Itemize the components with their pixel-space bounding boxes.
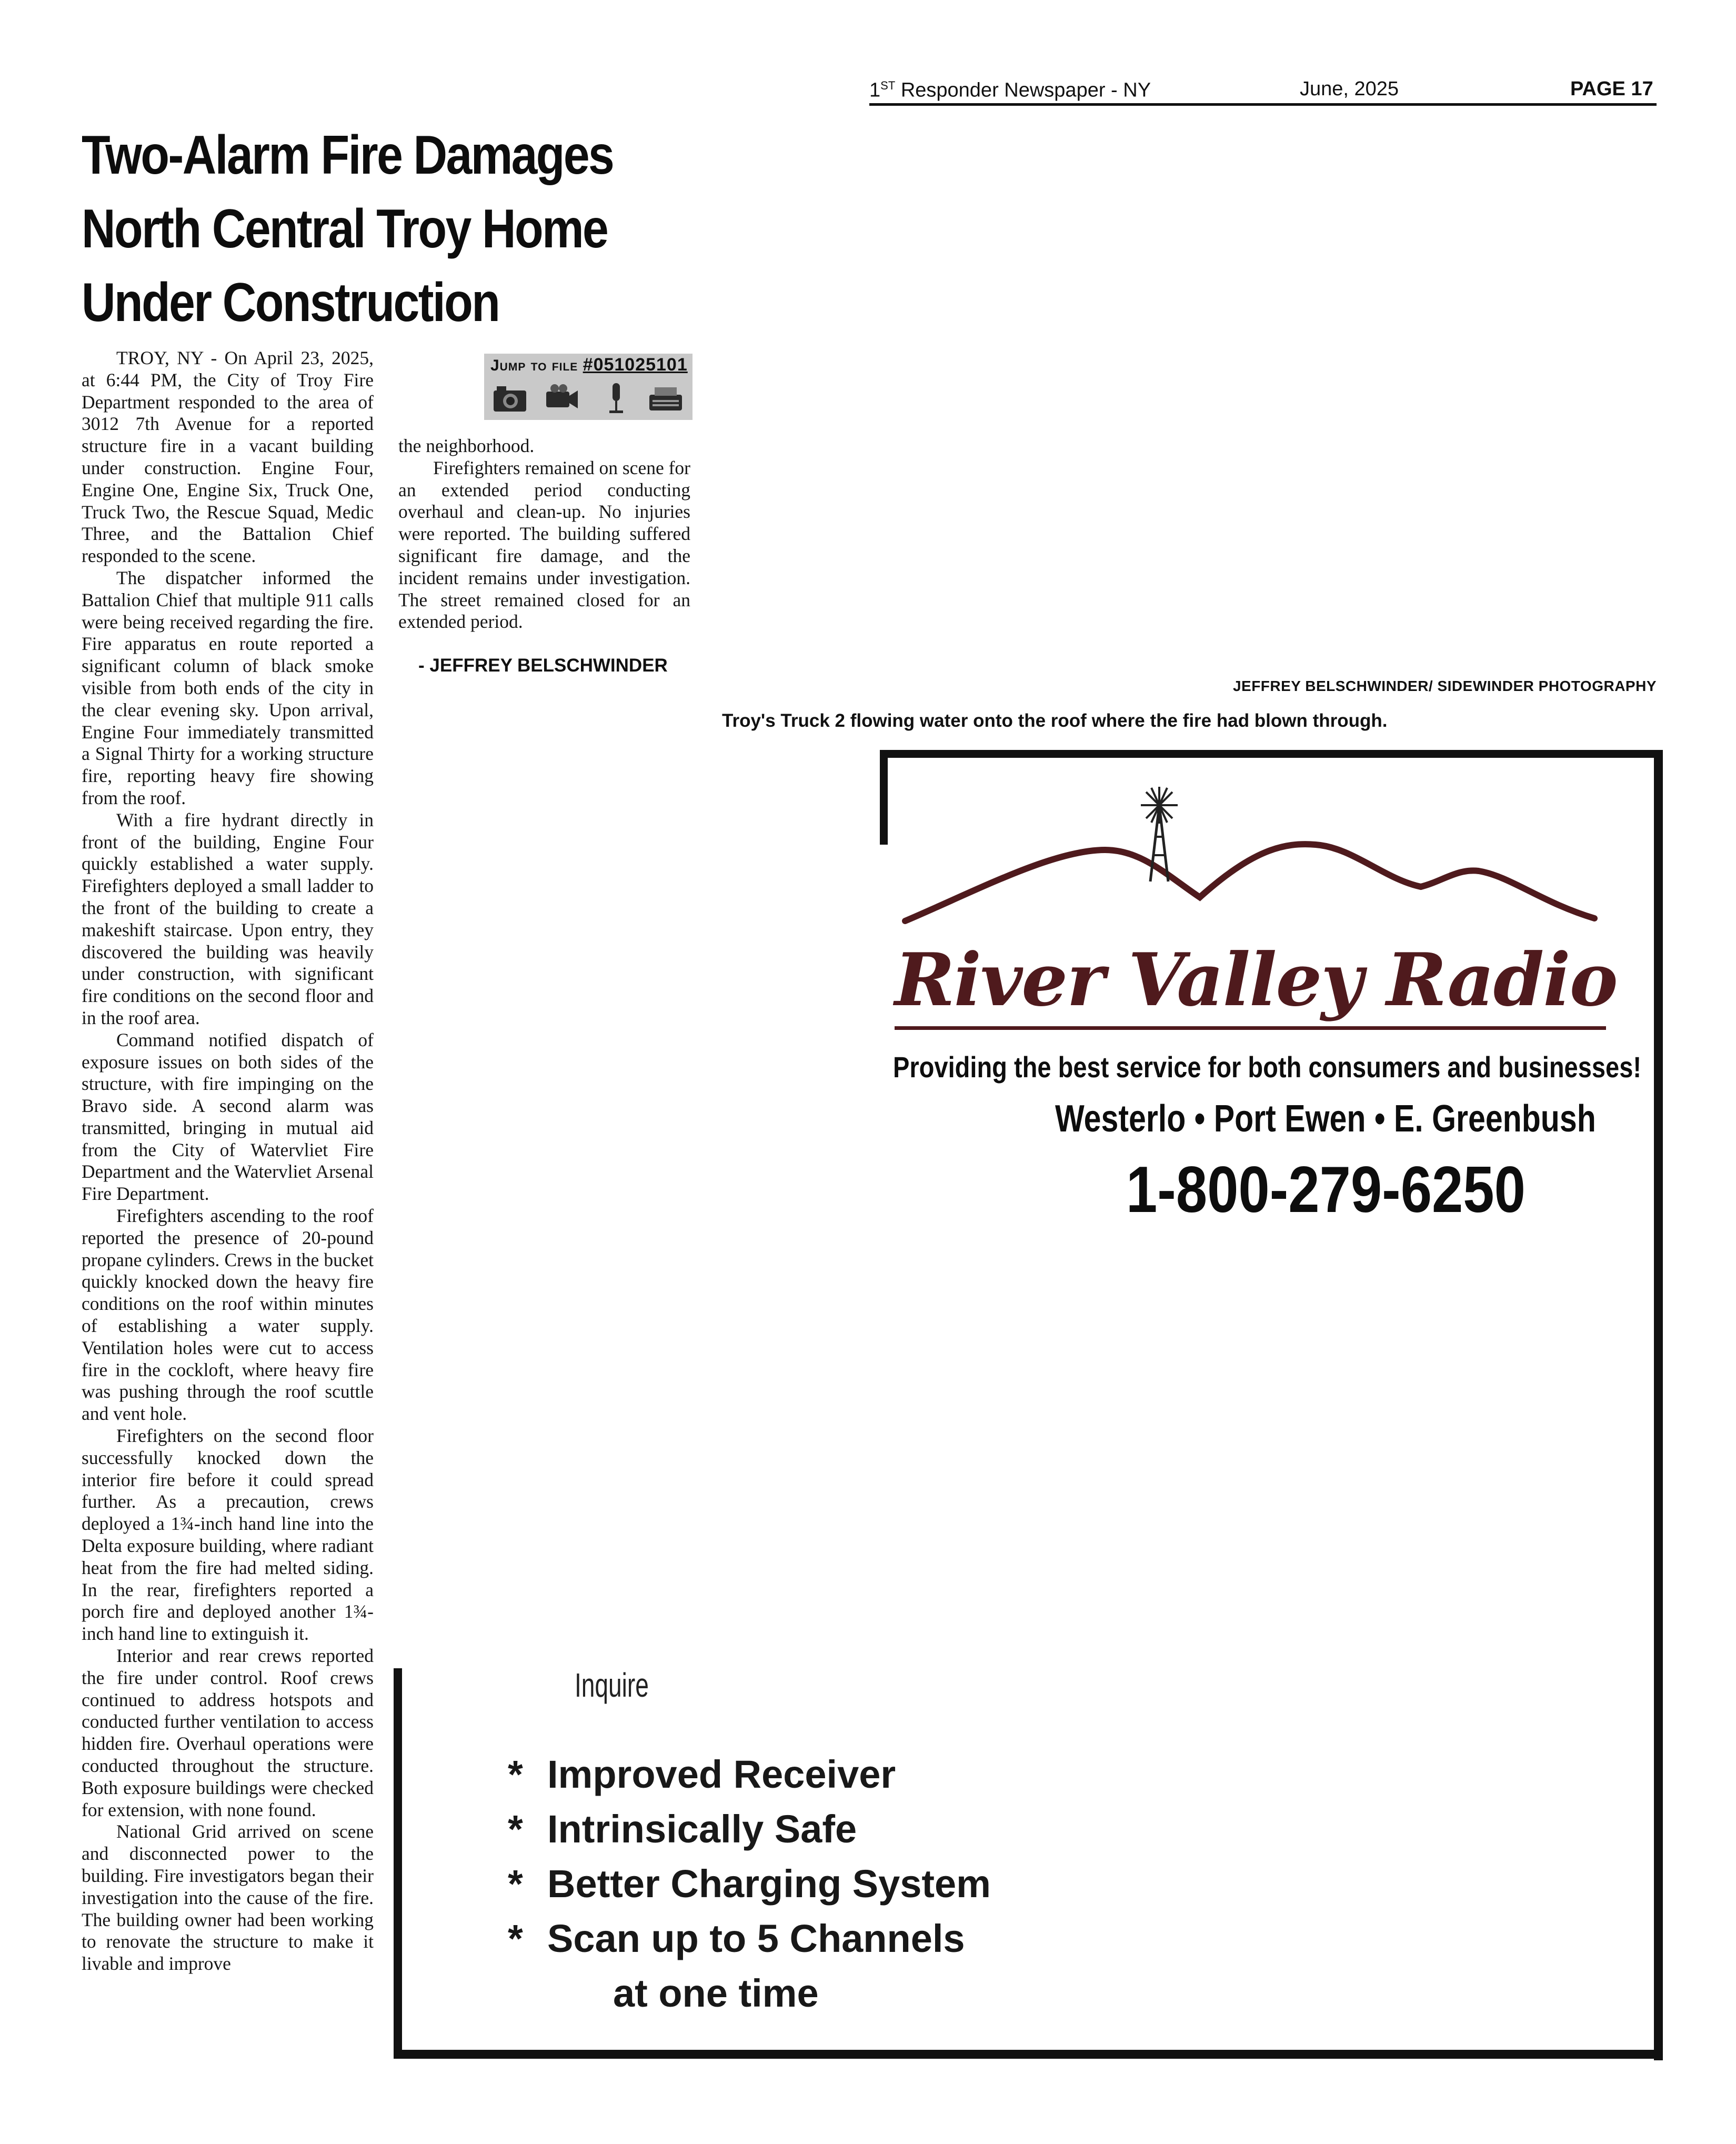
article-paragraph: Command notified dispatch of exposure issues on both sides of the structure, with fire impinging on the Bravo side. A second alarm was transmitted, bringing in mutual aid from the City of Watervliet Fire Department and the Watervliet Arsenal Fire Department. xyxy=(82,1029,374,1205)
headline-line: Two-Alarm Fire Damages xyxy=(82,125,614,186)
article-paragraph: The dispatcher informed the Battalion Chief that multiple 911 calls were being received regarding the fire. Fire apparatus en route reported a significant column of black smoke visible from both ends of the city in the clear evening sky. Upon arrival, Engine Four immediately transmitted a Signal Thirty for a working structure fire, reporting heavy fire showing from the roof. xyxy=(82,567,374,808)
headline-line: Under Construction xyxy=(82,272,499,333)
ad-border xyxy=(880,750,888,845)
video-camera-icon xyxy=(543,381,580,416)
ad-border xyxy=(394,1668,402,2059)
article-paragraph: With a fire hydrant directly in front of the building, Engine Four quickly established a water supply. Firefighters deployed a small ladder to the front of the building to create a makeshift staircase. Upon entry, they discovered the building was heavily under construction, with significant fire conditions on the second floor and in the roof area. xyxy=(82,809,374,1028)
article-paragraph: Firefighters remained on scene for an extended period conducting overhaul and clean-up. No injuries were reported. The building suffered significant fire damage, and the incident remains under investigation. The street remained closed for an extended period. xyxy=(398,457,690,633)
ad-locations: Westerlo • Port Ewen • E. Greenbush xyxy=(1055,1098,1596,1140)
ad-feature-item: * Better Charging System xyxy=(508,1862,991,1906)
jump-to-file-label: Jump to file #051025101 xyxy=(490,355,688,375)
ad-feature-item: * Improved Receiver xyxy=(508,1752,896,1796)
ad-feature-item: * Intrinsically Safe xyxy=(508,1807,857,1851)
photo-credit: JEFFREY BELSCHWINDER/ SIDEWINDER PHOTOGRAPHY xyxy=(1232,678,1657,694)
article-paragraph: Firefighters on the second floor successfully knocked down the interior fire before it could spread further. As a precaution, crews deployed a 1¾-inch hand line into the Delta exposure building, where radiant heat from the fire had melted siding. In the rear, firefighters reported a porch fire and deployed another 1¾-inch hand line to extinguish it. xyxy=(82,1425,374,1645)
article-paragraph: Firefighters ascending to the roof reported the presence of 20-pound propane cylinders. Crews in the bucket quickly knocked down the heavy fire conditions on the roof within minutes of establishing a water supply. Ventilation holes were cut to access fire in the cockloft, where heavy fire was pushing through the roof scuttle and vent hole. xyxy=(82,1205,374,1425)
article-column-1 xyxy=(82,347,374,1975)
microphone-icon xyxy=(598,381,635,416)
article-column-2 xyxy=(398,435,690,633)
photo-caption: Troy's Truck 2 flowing water onto the roof where the fire had blown through. xyxy=(722,710,1388,731)
ad-feature-continuation: at one time xyxy=(613,1971,819,2015)
ad-brand-name: River Valley Radio xyxy=(895,937,1617,1023)
ad-feature-item: * Scan up to 5 Channels xyxy=(508,1917,965,1960)
ad-inquire-label: Inquire xyxy=(575,1666,649,1704)
camera-icon xyxy=(491,381,528,416)
headline-line: North Central Troy Home xyxy=(82,198,608,259)
ad-phone-number[interactable]: 1-800-279-6250 xyxy=(1126,1154,1526,1226)
byline: - JEFFREY BELSCHWINDER xyxy=(418,655,668,676)
page-number: PAGE 17 xyxy=(1570,78,1653,100)
ad-border xyxy=(880,750,1663,758)
header-rule xyxy=(869,103,1657,106)
ad-feature-list xyxy=(508,1747,991,2021)
ad-border xyxy=(394,2050,1663,2059)
headline xyxy=(82,118,625,339)
ad-brand-underline xyxy=(895,1026,1606,1030)
publication-name: 1ST Responder Newspaper - NY xyxy=(869,79,1151,102)
article-paragraph: TROY, NY - On April 23, 2025, at 6:44 PM, the City of Troy Fire Department responded to the area of 3012 7th Avenue for a reported structure fire in a vacant building under construction. Engine Four, Engine One, Engine Six, Truck One, Truck Two, the Rescue Squad, Medic Three, and the Battalion Chief responded to the scene. xyxy=(82,347,374,567)
jump-to-file-box[interactable] xyxy=(484,354,693,420)
mountain-tower-logo xyxy=(895,787,1642,945)
ad-tagline: Providing the best service for both consumers and businesses! xyxy=(893,1050,1642,1084)
article-paragraph: National Grid arrived on scene and disconnected power to the building. Fire investigators began their investigation into the cause of the fire. The building owner had been working to renovate the structure to make it livable and improve xyxy=(82,1821,374,1975)
article-paragraph: Interior and rear crews reported the fire under control. Roof crews continued to address hotspots and conducted further ventilation to access hidden fire. Overhaul operations were conducted throughout the structure. Both exposure buildings were checked for extension, with none found. xyxy=(82,1645,374,1820)
issue-date: June, 2025 xyxy=(1300,78,1399,100)
ad-border xyxy=(1654,750,1663,2060)
typewriter-icon xyxy=(647,381,684,416)
article-paragraph: the neighborhood. xyxy=(398,435,535,456)
